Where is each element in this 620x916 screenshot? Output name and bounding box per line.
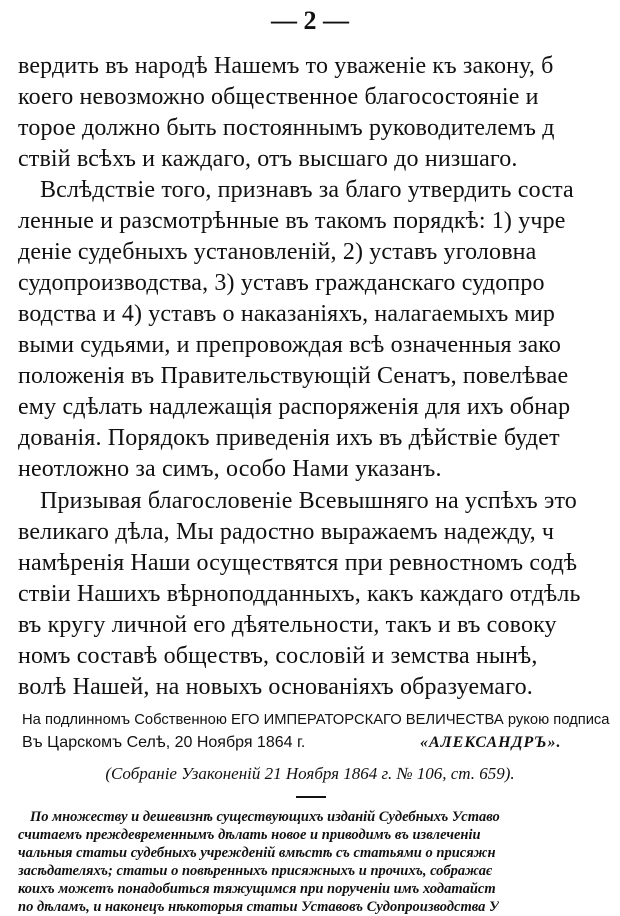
body-line-1: вердить въ народѣ Нашемъ то уваженіе къ закону, б [18, 53, 554, 79]
body-line-14: неотложно за симъ, особо Нами указанъ. [18, 456, 442, 482]
page-number: — 2 — [271, 6, 349, 35]
footnote-line-4: засѣдателяхъ; статьи о повѣренныхъ присяжныхъ и прочихъ, сображає [18, 863, 493, 879]
section-divider [296, 796, 326, 798]
body-line-3: торое должно быть постояннымъ руководителемъ д [18, 115, 555, 141]
body-line-18: ствіи Нашихъ вѣрноподданныхъ, какъ каждаго отдѣль [18, 581, 581, 607]
body-line-7: деніе судебныхъ установленій, 2) уставъ уголовна [18, 239, 537, 265]
body-line-16: великаго дѣла, Мы радостно выражаемъ надежду, ч [18, 519, 555, 545]
body-line-6: ленные и разсмотрѣнные въ такомъ порядкѣ: 1) учре [18, 208, 566, 234]
footnote-line-5: коихъ можетъ понадобиться тяжущимся при порученіи имъ ходатайст [18, 881, 496, 897]
body-line-21: волѣ Нашей, на новыхъ основаніяхъ образуемаго. [18, 674, 533, 700]
signature-name: «АЛЕКСАНДРЪ». [420, 734, 562, 751]
body-line-10: выми судьями, и препровождая всѣ означенныя зако [18, 332, 562, 358]
footnote-line-6: по дѣламъ, и наконецъ нѣкоторыя статьи Уставовъ Судопроизводства У [18, 899, 500, 915]
body-line-17: намѣренія Наши осуществятся при ревностномъ содѣ [18, 550, 578, 576]
body-line-9: водства и 4) уставъ о наказаніяхъ, налагаемыхъ мир [18, 301, 556, 327]
signature-place-date: Въ Царскомъ Селѣ, 20 Ноября 1864 г. [22, 734, 306, 751]
body-line-8: судопроизводства, 3) уставъ гражданскаго судопро [18, 270, 545, 296]
source-citation: (Собраніе Узаконеній 21 Ноября 1864 г. № 106, ст. 659). [105, 764, 515, 783]
footnote-line-2: считаемъ преждевременнымъ дѣлать новое и приводимъ въ извлеченіи [18, 827, 481, 843]
footnote-line-1: По множеству и дешевизнѣ существующихъ изданій Судебныхъ Уставо [30, 809, 500, 825]
body-line-12: ему сдѣлать надлежащія распоряженія для ихъ обнар [18, 394, 571, 420]
footnote-line-3: чальныя статьи судебныхъ учрежденій вмѣстѣ съ статьями о присяжн [18, 845, 496, 861]
body-line-19: въ кругу личной его дѣятельности, такъ и въ совоку [18, 612, 557, 638]
body-line-5: Вслѣдствіе того, признавъ за благо утвердить соста [40, 177, 574, 203]
body-line-2: коего невозможно общественное благосостояніе и [18, 84, 539, 110]
body-line-20: номъ составѣ обществъ, сословій и земства нынѣ, [18, 643, 538, 669]
body-line-15: Призывая благословеніе Всевышняго на успѣхъ это [40, 488, 577, 514]
body-line-13: дованія. Порядокъ приведенія ихъ въ дѣйствіе будет [18, 425, 560, 451]
body-line-11: положенія въ Правительствующій Сенатъ, повелѣвае [18, 363, 569, 389]
signature-note: На подлинномъ Собственною ЕГО ИМПЕРАТОРСКАГО ВЕЛИЧЕСТВА рукою подписа [22, 712, 610, 728]
body-line-4: ствій всѣхъ и каждаго, отъ высшаго до низшаго. [18, 146, 518, 172]
